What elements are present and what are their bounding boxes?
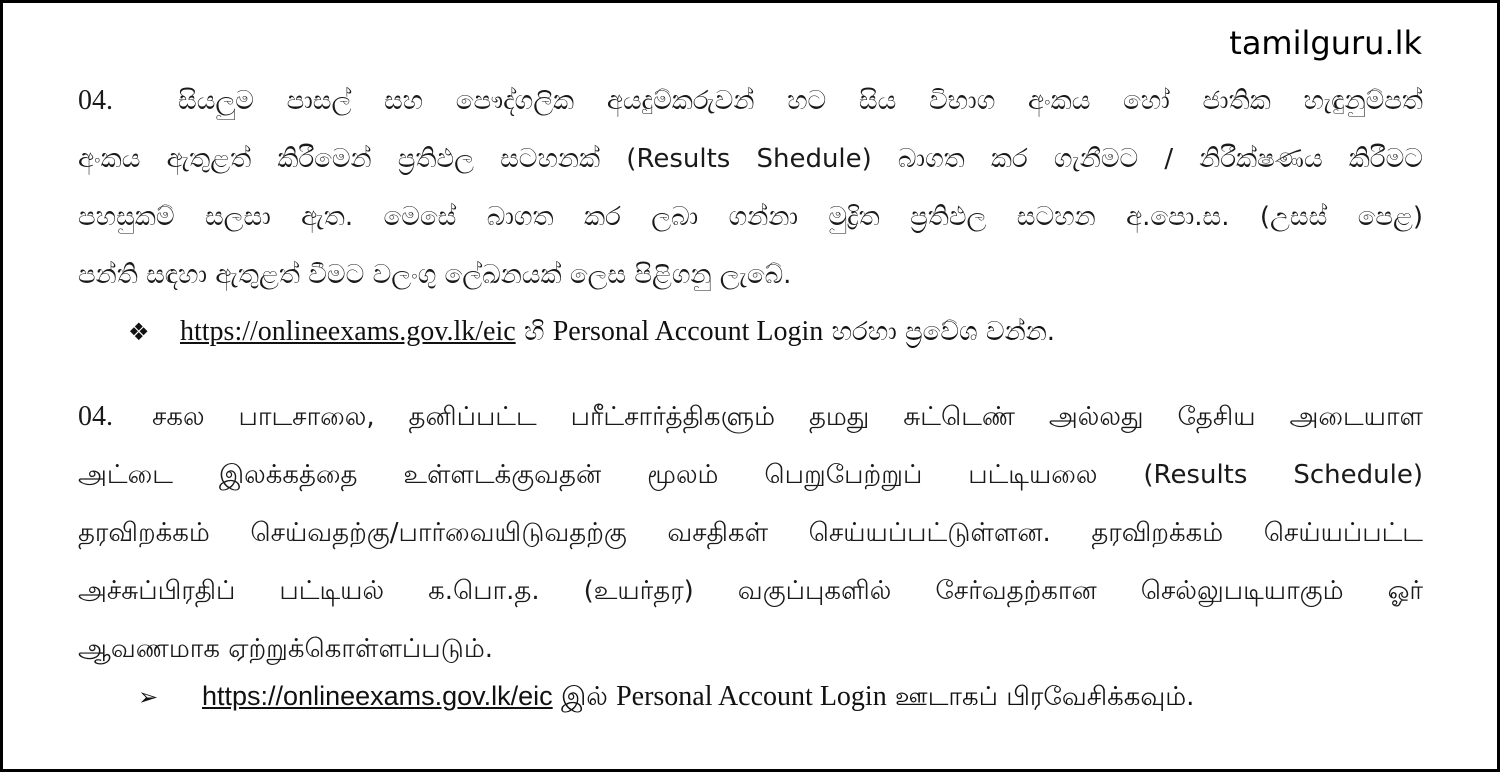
tamil-line-2: அட்டை இலக்கத்தை உள்ளடக்குவதன் மூலம் பெறுபேற்றுப் பட்டியலை (Results Schedule) [78, 460, 1423, 490]
sinhala-line-3: පහසුකම් සලසා ඇත. මෙසේ බාගත කර ලබා ගන්නා මුද්‍රිත ප්‍රතිඵල සටහන අ.පො.ස. (උසස් පෙළ) [78, 202, 1423, 232]
sinhala-bullet-text-1: හි [523, 317, 545, 347]
sinhala-bullet-login-text: Personal Account Login [552, 316, 824, 347]
tamil-bullet-text-3: ஊடாகப் பிரவேசிக்கவும். [894, 682, 1195, 712]
tamil-paragraph [78, 388, 1423, 678]
tamil-line-5: ஆவணமாக ஏற்றுக்கொள்ளப்படும். [78, 634, 494, 664]
sinhala-line-1 [78, 72, 1423, 130]
site-watermark: tamilguru.lk [1229, 24, 1422, 62]
tamil-bullet-login-text: Personal Account Login [616, 681, 887, 712]
sinhala-line-1-text: සියලුම පාසල් සහ පෞද්ගලික අයදුම්කරුවන් හට සිය විභාග අංකය හෝ ජාතික හැඳුනුම්පත් [178, 86, 1423, 116]
tamil-line-4: அச்சுப்பிரதிப் பட்டியல் க.பொ.த. (உயர்தர) வகுப்புகளில் சேர்வதற்கான செல்லுபடியாகும் ஓர் [78, 576, 1423, 606]
sinhala-line-4: පන්ති සඳහා ඇතුළත් වීමට වලංගු ලේඛනයක් ලෙස පිළිගනු ලැබේ. [78, 260, 792, 290]
diamond-bullet-icon: ❖ [128, 318, 150, 346]
tamil-eic-link[interactable]: https://onlineexams.gov.lk/eic [202, 681, 553, 711]
tamil-line-3: தரவிறக்கம் செய்வதற்கு/பார்வையிடுவதற்கு வசதிகள் செய்யப்பட்டுள்ளன. தரவிறக்கம் செய்யப்பட்ட [78, 518, 1423, 548]
sinhala-paragraph [78, 72, 1423, 304]
tamil-line-1 [78, 388, 1423, 446]
tamil-line-1-text: சகல பாடசாலை, தனிப்பட்ட பரீட்சார்த்திகளும் தமது சுட்டெண் அல்லது தேசிய அடையாள [152, 402, 1423, 432]
arrowhead-bullet-icon: ➢ [138, 683, 159, 711]
sinhala-line-2: අංකය ඇතුළත් කිරීමෙන් ප්‍රතිඵල සටහනක් (Results Shedule) බාගත කර ගැනීමට / නිරීක්ෂණය කිරීමට [78, 144, 1423, 174]
sinhala-eic-link[interactable]: https://onlineexams.gov.lk/eic [180, 316, 516, 347]
sinhala-paragraph-number: 04. [78, 85, 113, 116]
tamil-bullet [138, 676, 1194, 716]
sinhala-bullet [128, 312, 1055, 352]
tamil-paragraph-number: 04. [78, 401, 113, 432]
sinhala-bullet-text-3: හරහා ප්‍රවේශ වන්න. [831, 317, 1056, 347]
tamil-bullet-text-1: இல் [560, 682, 608, 712]
